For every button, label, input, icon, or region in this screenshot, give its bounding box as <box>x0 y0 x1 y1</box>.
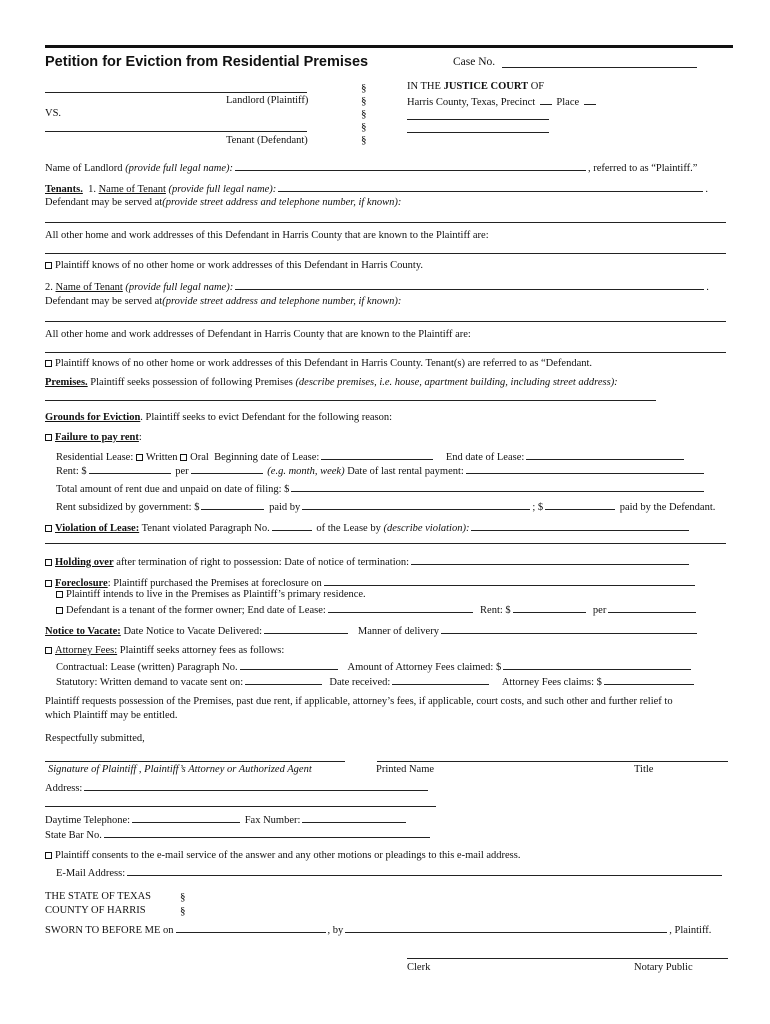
section-symbol: § <box>361 82 367 94</box>
checkbox-icon <box>136 454 143 461</box>
checkbox-icon <box>56 607 63 614</box>
section-symbol: § <box>180 905 186 917</box>
defendant-amount-field[interactable] <box>545 500 615 510</box>
address-row: Address: <box>45 781 430 795</box>
foreclosure-date-field[interactable] <box>324 576 695 586</box>
lease-begin-field[interactable] <box>321 450 433 460</box>
fees-claims-field[interactable] <box>604 675 694 685</box>
termination-notice-field[interactable] <box>411 555 689 565</box>
title-label: Title <box>634 764 654 775</box>
violation-paragraph-field[interactable] <box>272 521 312 531</box>
clerk-label: Clerk <box>407 962 431 973</box>
total-due-row: Total amount of rent due and unpaid on date of filing: $ <box>56 482 706 496</box>
request-line-1: Plaintiff requests possession of the Premises, past due rent, if applicable, attorney’s fees, if applicable, court costs, and such other and further relief to <box>45 696 673 707</box>
address-field-2[interactable] <box>45 806 436 807</box>
state-bar-row: State Bar No. <box>45 828 432 842</box>
section-symbol: § <box>361 95 367 107</box>
former-rent-period-field[interactable] <box>608 603 696 613</box>
former-rent-field[interactable] <box>513 603 586 613</box>
tenant2-served-label: Defendant may be served at(provide street address and telephone number, if known): <box>45 296 402 307</box>
section-symbol: § <box>361 108 367 120</box>
tenant1-row: Tenants. 1. Name of Tenant (provide full legal name): . <box>45 184 708 195</box>
total-due-field[interactable] <box>291 482 704 492</box>
intends-checkbox[interactable]: Plaintiff intends to live in the Premises as Plaintiff’s primary residence. <box>56 589 366 601</box>
case-no-label: Case No. <box>453 56 496 68</box>
email-consent-checkbox[interactable]: Plaintiff consents to the e-mail service of the answer and any other motions or pleadings to this e-mail address. <box>45 850 520 862</box>
contractual-paragraph-field[interactable] <box>240 660 338 670</box>
foreclosure-row[interactable]: Foreclosure: Plaintiff purchased the Premises at foreclosure on <box>45 576 697 590</box>
checkbox-icon <box>56 591 63 598</box>
former-lease-end-field[interactable] <box>328 603 473 613</box>
sworn-date-field[interactable] <box>176 923 326 933</box>
oral-checkbox[interactable]: Oral <box>180 452 209 463</box>
tenant1-other-addresses-field[interactable] <box>45 253 726 254</box>
sworn-row: SWORN TO BEFORE ME on , by , Plaintiff. <box>45 925 712 936</box>
section-symbol: § <box>361 134 367 146</box>
subsidy-row: Rent subsidized by government: $ paid by ; $ paid by the Defendant. <box>56 502 716 513</box>
tenant2-name-field[interactable] <box>235 280 704 290</box>
court-blank-2[interactable] <box>407 132 549 133</box>
vs-label: VS. <box>45 108 62 119</box>
landlord-name-field[interactable] <box>235 161 586 171</box>
contractual-row: Contractual: Lease (written) Paragraph No. Amount of Attorney Fees claimed: $ <box>56 660 693 674</box>
page-title: Petition for Eviction from Residential Premises <box>45 54 369 70</box>
court-line-1: IN THE JUSTICE COURT OF <box>407 81 545 92</box>
daytime-phone-field[interactable] <box>132 813 240 823</box>
notice-row: Notice to Vacate: Date Notice to Vacate Delivered: Manner of delivery <box>45 624 699 638</box>
violation-row[interactable]: Violation of Lease: Tenant violated Paragraph No. of the Lease by (describe violation): <box>45 521 691 535</box>
premises-row: Premises. Plaintiff seeks possession of following Premises (describe premises, i.e. house, apartment building, including street address): <box>45 377 618 388</box>
section-symbol: § <box>361 121 367 133</box>
tenant2-no-other-checkbox[interactable]: Plaintiff knows of no other home or work addresses of this Defendant in Harris County. Tenant(s) are referred to as “Defendant. <box>45 358 592 370</box>
lease-end-field[interactable] <box>526 450 684 460</box>
email-field[interactable] <box>127 866 722 876</box>
former-owner-row[interactable]: Defendant is a tenant of the former owner; End date of Lease: Rent: $ per <box>56 603 698 617</box>
rent-amount-field[interactable] <box>89 464 171 474</box>
checkbox-icon <box>45 580 52 587</box>
landlord-name-row: Name of Landlord (provide full legal name): , referred to as “Plaintiff.” <box>45 163 698 174</box>
tenant2-other-addresses-field[interactable] <box>45 352 726 353</box>
checkbox-icon <box>45 434 52 441</box>
respectfully-submitted: Respectfully submitted, <box>45 733 145 744</box>
signature-label: Signature of Plaintiff , Plaintiff’s Attorney or Authorized Agent <box>48 764 312 775</box>
landlord-caption-field[interactable] <box>45 92 307 93</box>
jurat-state: THE STATE OF TEXAS <box>45 891 152 902</box>
tenant1-no-other-checkbox[interactable]: Plaintiff knows of no other home or work addresses of this Defendant in Harris County. <box>45 260 423 272</box>
case-no-field[interactable] <box>502 67 697 68</box>
tenant2-served-field[interactable] <box>45 321 726 322</box>
tenant2-other-addresses-label: All other home and work addresses of Defendant in Harris County that are known to the Plaintiff are: <box>45 329 471 340</box>
tenant-caption-label: Tenant (Defendant) <box>226 135 308 146</box>
phone-row: Daytime Telephone: Fax Number: <box>45 813 408 827</box>
request-line-2: which Plaintiff may be entitled. <box>45 710 178 721</box>
notice-manner-field[interactable] <box>441 624 697 634</box>
top-rule <box>45 45 733 48</box>
violation-description-field[interactable] <box>471 521 689 531</box>
premises-field[interactable] <box>45 400 656 401</box>
fax-field[interactable] <box>302 813 406 823</box>
residential-lease-row: Residential Lease: Written Oral Beginning date of Lease: End date of Lease: <box>56 450 686 464</box>
tenant2-row: 2. Name of Tenant (provide full legal name): . <box>45 282 709 293</box>
subsidy-amount-field[interactable] <box>201 500 264 510</box>
rent-row: Rent: $ per (e.g. month, week) Date of last rental payment: <box>56 464 706 478</box>
demand-sent-field[interactable] <box>245 675 322 685</box>
court-blank-1[interactable] <box>407 119 549 120</box>
tenant-caption-field[interactable] <box>45 131 307 132</box>
tenant1-served-label: Defendant may be served at(provide street address and telephone number, if known): <box>45 197 402 208</box>
tenant1-other-addresses-label: All other home and work addresses of this Defendant in Harris County that are known to the Plaintiff are: <box>45 230 489 241</box>
failure-to-pay-checkbox[interactable]: Failure to pay rent: <box>45 432 142 444</box>
checkbox-icon <box>45 525 52 532</box>
checkbox-icon <box>45 360 52 367</box>
state-bar-field[interactable] <box>104 828 430 838</box>
checkbox-icon <box>180 454 187 461</box>
date-received-field[interactable] <box>392 675 489 685</box>
rent-period-field[interactable] <box>191 464 263 474</box>
jurat-county: COUNTY OF HARRIS <box>45 905 146 916</box>
grounds-row: Grounds for Eviction. Plaintiff seeks to evict Defendant for the following reason: <box>45 412 393 423</box>
holding-over-row[interactable]: Holding over after termination of right to possession: Date of notice of termination: <box>45 555 691 569</box>
written-checkbox[interactable]: Written <box>136 452 178 463</box>
court-line-2: Harris County, Texas, Precinct Place <box>407 95 598 109</box>
statutory-row: Statutory: Written demand to vacate sent on: Date received: Attorney Fees claims: $ <box>56 675 696 689</box>
fees-claimed-field[interactable] <box>503 660 691 670</box>
notice-date-field[interactable] <box>264 624 348 634</box>
violation-description-field-2[interactable] <box>45 543 726 544</box>
checkbox-icon <box>45 559 52 566</box>
last-payment-field[interactable] <box>466 464 704 474</box>
checkbox-icon <box>45 647 52 654</box>
precinct-field[interactable] <box>540 95 552 105</box>
subsidy-payer-field[interactable] <box>302 500 530 510</box>
landlord-caption-label: Landlord (Plaintiff) <box>226 95 309 106</box>
email-row: E-Mail Address: <box>56 866 724 880</box>
printed-name-title-field[interactable] <box>377 761 728 762</box>
printed-name-label: Printed Name <box>376 764 435 775</box>
address-field[interactable] <box>84 781 428 791</box>
tenant1-name-field[interactable] <box>278 182 703 192</box>
checkbox-icon <box>45 262 52 269</box>
section-symbol: § <box>180 891 186 903</box>
sworn-by-field[interactable] <box>345 923 667 933</box>
notary-label: Notary Public <box>634 962 693 973</box>
signature-field[interactable] <box>45 761 345 762</box>
attorney-fees-row[interactable]: Attorney Fees: Plaintiff seeks attorney fees as follows: <box>45 645 284 657</box>
place-field[interactable] <box>584 95 596 105</box>
clerk-signature-field[interactable] <box>407 958 728 959</box>
tenant1-served-field[interactable] <box>45 222 726 223</box>
checkbox-icon <box>45 852 52 859</box>
